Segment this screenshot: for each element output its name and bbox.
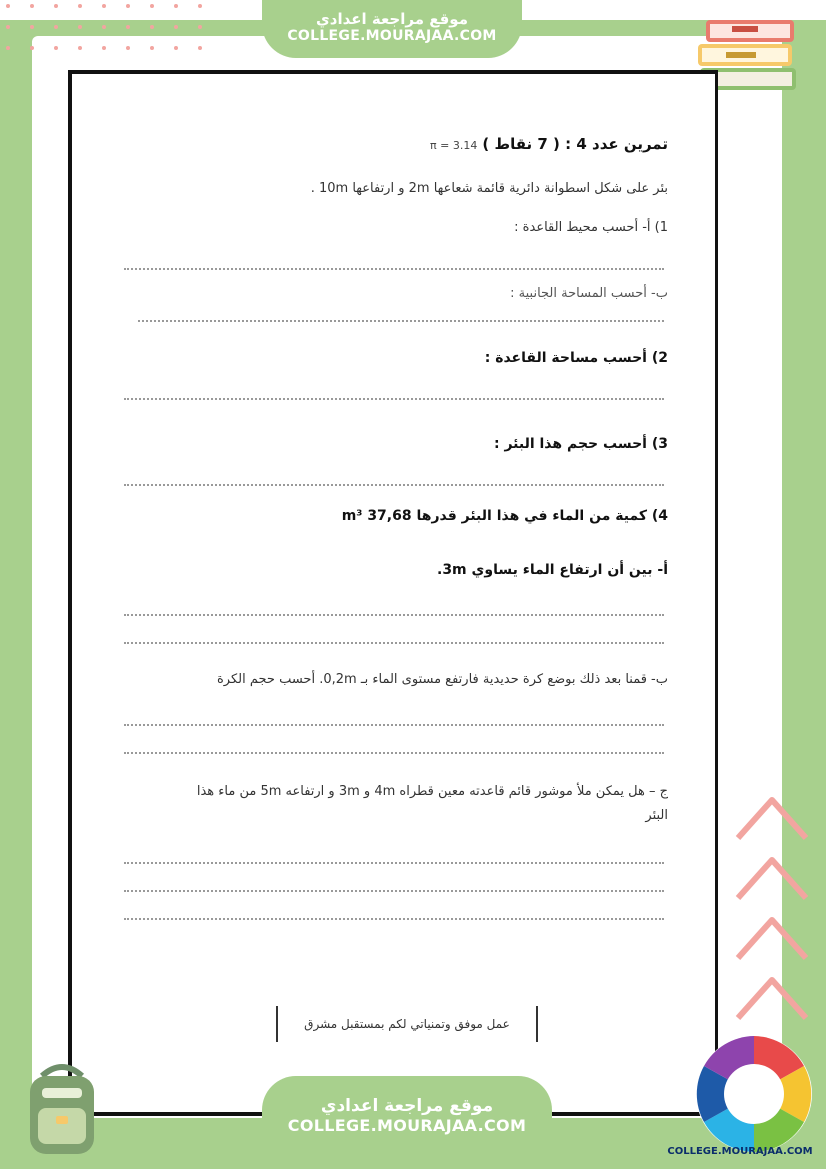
dot [78, 46, 82, 50]
answer-line [124, 642, 664, 644]
dot [126, 25, 130, 29]
dot [30, 4, 34, 8]
dot [54, 25, 58, 29]
chevron-up-icon [732, 790, 812, 1050]
dot [150, 25, 154, 29]
site-url[interactable]: COLLEGE.MOURAJAA.COM [287, 28, 497, 44]
dot [54, 4, 58, 8]
dot [30, 46, 34, 50]
dot [198, 25, 202, 29]
question-4b: ب- قمنا بعد ذلك بوضع كرة حديدية فارتفع مستوى الماء بـ 0,2m. أحسب حجم الكرة [216, 672, 668, 687]
answer-line [124, 862, 664, 864]
dot [198, 4, 202, 8]
answer-line [124, 890, 664, 892]
answer-line [124, 268, 664, 270]
answer-line [124, 484, 664, 486]
dot [6, 46, 10, 50]
answer-line [124, 614, 664, 616]
dot [126, 4, 130, 8]
exercise-title-row [120, 135, 668, 157]
answer-line [124, 918, 664, 920]
answer-line [138, 320, 664, 322]
question-2: 2) أحسب مساحة القاعدة : [484, 350, 668, 366]
question-4a: أ- بين أن ارتفاع الماء يساوي 3m. [436, 562, 668, 578]
question-1a: 1) أ- أحسب محيط القاعدة : [514, 220, 668, 235]
dot [102, 46, 106, 50]
question-4: 4) كمية من الماء في هذا البئر قدرها 37,68 m³ [341, 508, 668, 524]
dot [54, 46, 58, 50]
question-1b: ب- أحسب المساحة الجانبية : [510, 286, 668, 301]
dot [198, 46, 202, 50]
pi-value: π = 3.14 [430, 139, 478, 152]
dot [30, 25, 34, 29]
question-4c-line1: ج – هل يمكن ملأ موشور قائم قاعدته معين قطراه 4m و 3m و ارتفاعه 5m من ماء هذا [196, 784, 668, 799]
motto-box [276, 1006, 538, 1042]
question-3: 3) أحسب حجم هذا البئر : [493, 436, 668, 452]
dot [174, 46, 178, 50]
dot [6, 4, 10, 8]
site-name-ar-bottom: موقع مراجعة اعدادي [320, 1096, 494, 1116]
answer-line [124, 398, 664, 400]
question-4c-line2: البئر [645, 808, 668, 823]
dot [78, 25, 82, 29]
decorative-dots [0, 0, 220, 60]
dot [126, 46, 130, 50]
dot [78, 4, 82, 8]
motto-text: عمل موفق وتمنياتي لكم بمستقبل مشرق [304, 1017, 510, 1031]
top-banner [262, 0, 522, 58]
dot [174, 25, 178, 29]
site-url-bottom[interactable]: COLLEGE.MOURAJAA.COM [287, 1116, 527, 1135]
logo-caption: COLLEGE.MOURAJAA.COM [667, 1146, 813, 1157]
dot [174, 4, 178, 8]
site-name-ar: موقع مراجعة اعدادي [316, 10, 468, 28]
dot [6, 25, 10, 29]
dot [150, 46, 154, 50]
exercise-intro: بئر على شكل اسطوانة دائرية قائمة شعاعها 2m و ارتفاعها 10m . [310, 181, 668, 196]
dot [102, 4, 106, 8]
bottom-banner [262, 1076, 552, 1169]
answer-line [124, 752, 664, 754]
dot [102, 25, 106, 29]
answer-line [124, 724, 664, 726]
backpack-icon [12, 1058, 112, 1158]
exercise-title: تمرين عدد 4 : ( 7 نقاط ) [482, 135, 668, 153]
dot [150, 4, 154, 8]
